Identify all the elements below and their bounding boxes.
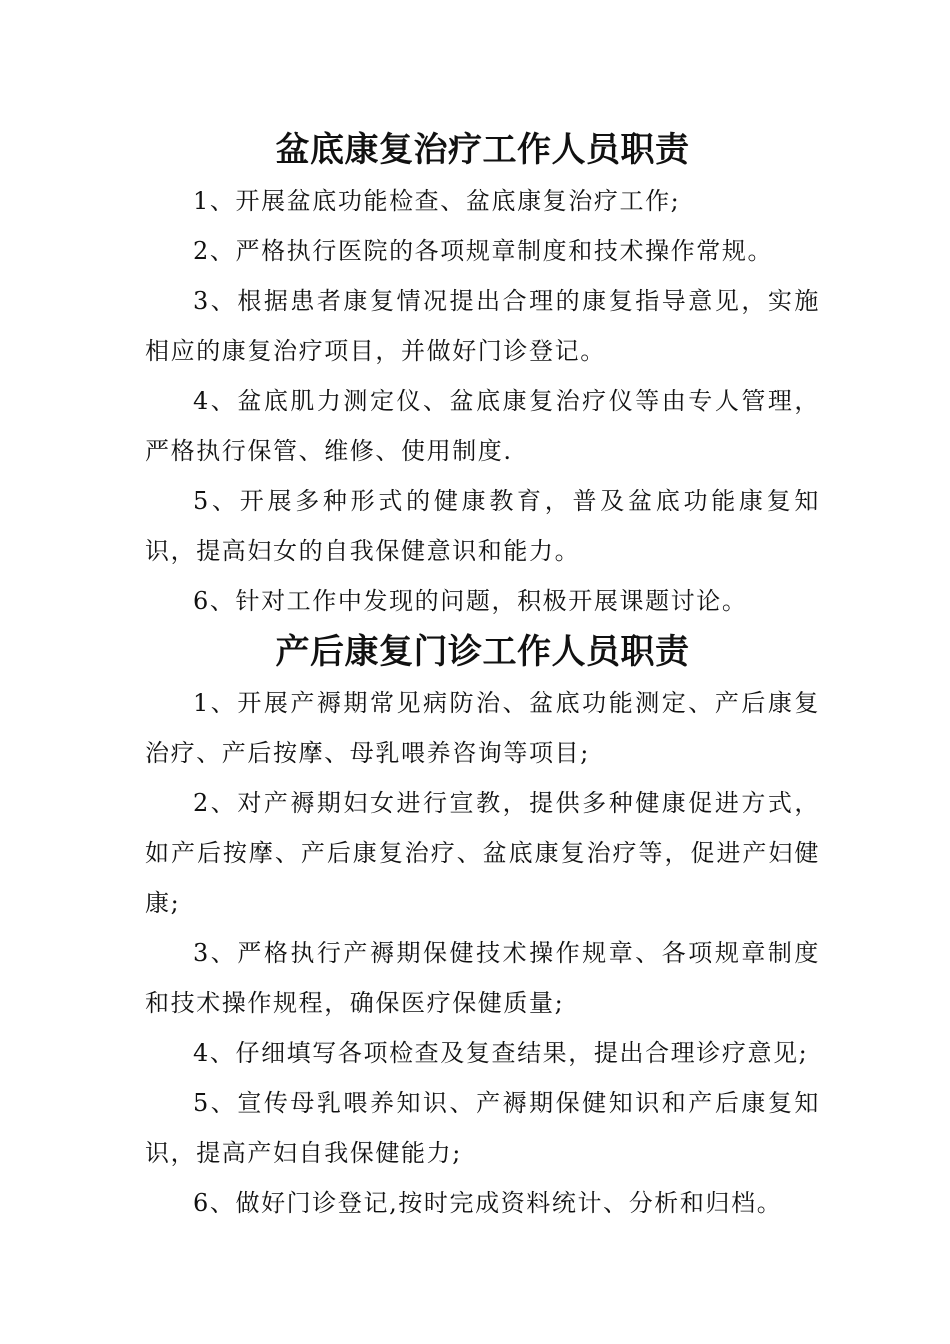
duty-item: 1、开展盆底功能检查、盆底康复治疗工作; <box>193 187 681 215</box>
duty-item: 4、仔细填写各项检查及复查结果，提出合理诊疗意见; <box>193 1039 809 1067</box>
section-title: 盆底康复治疗工作人员职责 <box>275 130 690 170</box>
duty-item: 2、对产褥期妇女进行宣教，提供多种健康促进方式，如产后按摩、产后康复治疗、盆底康复治疗等，促进产妇健康; <box>145 789 820 917</box>
duty-item: 3、严格执行产褥期保健技术操作规章、各项规章制度和技术操作规程，确保医疗保健质量; <box>145 939 820 1017</box>
section-title: 产后康复门诊工作人员职责 <box>275 632 690 672</box>
duty-item: 2、严格执行医院的各项规章制度和技术操作常规。 <box>193 237 774 265</box>
section-postpartum-clinic-duties <box>145 626 820 1228</box>
document-content <box>145 124 820 1228</box>
duty-item: 1、开展产褥期常见病防治、盆底功能测定、产后康复治疗、产后按摩、母乳喂养咨询等项目; <box>145 689 820 767</box>
duty-item: 6、做好门诊登记,按时完成资料统计、分析和归档。 <box>193 1189 783 1217</box>
duty-item: 3、根据患者康复情况提出合理的康复指导意见，实施相应的康复治疗项目，并做好门诊登记。 <box>145 287 820 365</box>
section-pelvic-floor-duties <box>145 124 820 626</box>
duty-item: 4、盆底肌力测定仪、盆底康复治疗仪等由专人管理，严格执行保管、维修、使用制度. <box>145 387 820 465</box>
duty-item: 5、开展多种形式的健康教育，普及盆底功能康复知识，提高妇女的自我保健意识和能力。 <box>145 487 820 565</box>
duty-item: 6、针对工作中发现的问题，积极开展课题讨论。 <box>193 587 748 615</box>
duty-item: 5、宣传母乳喂养知识、产褥期保健知识和产后康复知识，提高产妇自我保健能力; <box>145 1089 820 1167</box>
